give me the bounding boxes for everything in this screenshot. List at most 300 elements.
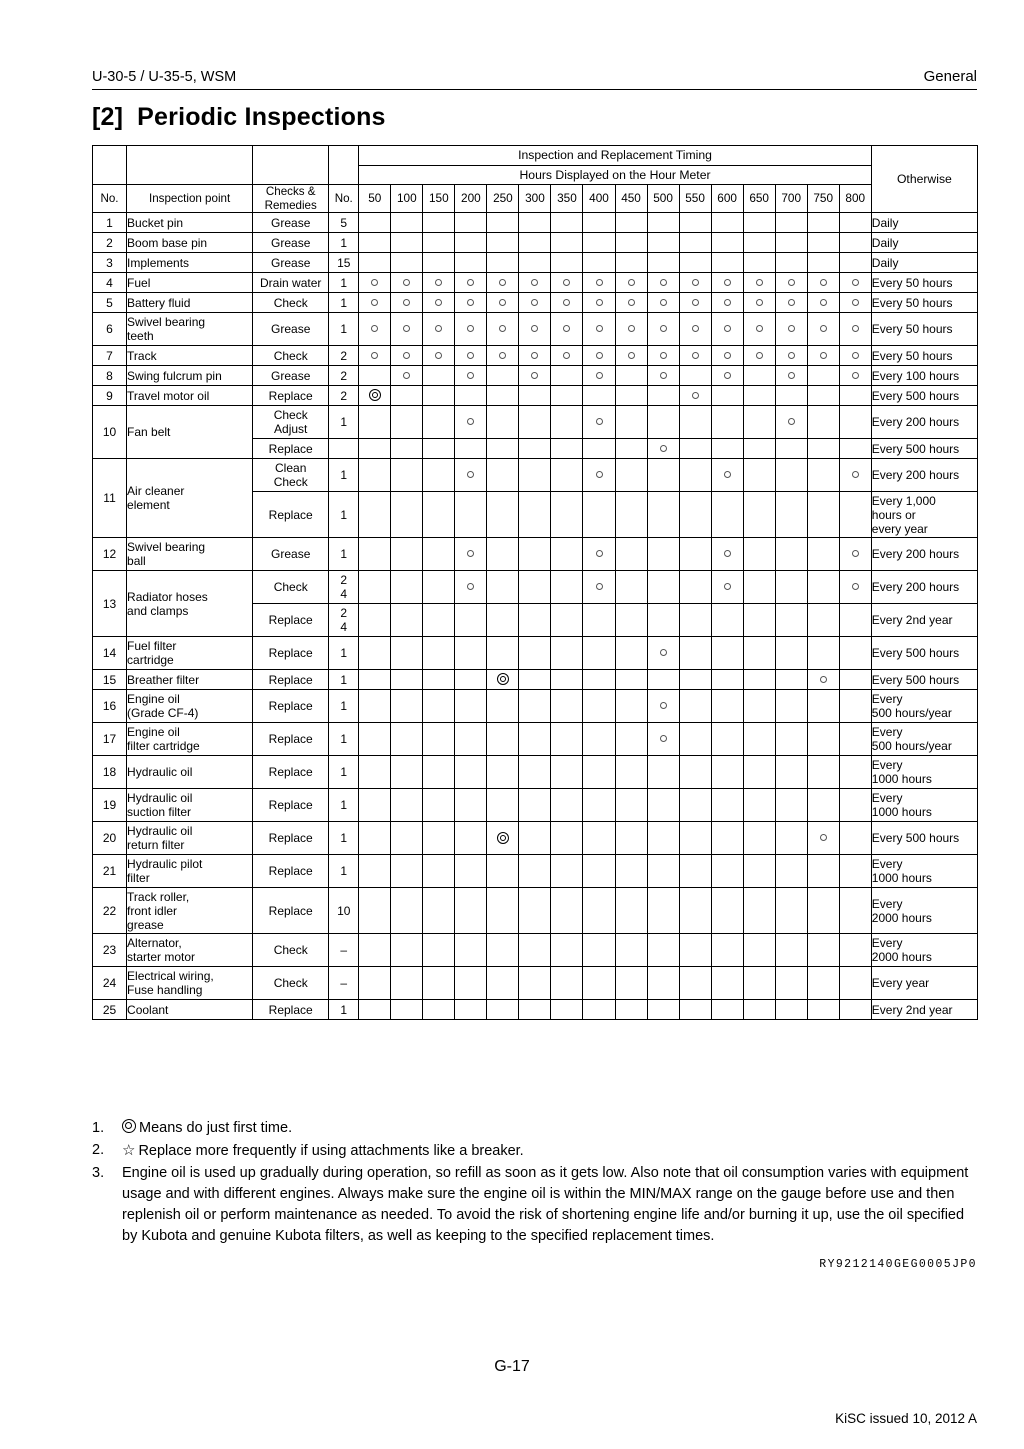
timing-cell-250 — [487, 346, 519, 366]
circle-mark-icon — [596, 372, 603, 379]
timing-cell-150 — [423, 604, 455, 637]
timing-cell-800 — [839, 934, 871, 967]
timing-cell-50 — [359, 756, 391, 789]
circle-mark-icon — [820, 299, 827, 306]
timing-cell-500 — [647, 934, 679, 967]
timing-cell-650 — [743, 571, 775, 604]
timing-cell-400 — [583, 366, 615, 386]
timing-cell-400 — [583, 492, 615, 538]
checks-remedies: Replace — [253, 723, 329, 756]
timing-cell-300 — [519, 670, 551, 690]
circle-mark-icon — [852, 583, 859, 590]
timing-cell-650 — [743, 492, 775, 538]
quantity: 1 — [329, 293, 359, 313]
timing-cell-100 — [391, 346, 423, 366]
double-circle-mark-icon — [369, 389, 381, 401]
note-item — [92, 1140, 982, 1162]
timing-cell-300 — [519, 492, 551, 538]
timing-cell-200 — [455, 822, 487, 855]
timing-cell-450 — [615, 293, 647, 313]
quantity: 1 — [329, 855, 359, 888]
timing-cell-250 — [487, 670, 519, 690]
timing-cell-750 — [807, 439, 839, 459]
table-row — [93, 571, 978, 604]
row-number: 1 — [93, 213, 127, 233]
quantity: 1 — [329, 723, 359, 756]
timing-cell-400 — [583, 888, 615, 934]
checks-remedies: Replace — [253, 439, 329, 459]
note-text: ☆ Replace more frequently if using attachments like a breaker. — [122, 1142, 524, 1160]
timing-cell-250 — [487, 386, 519, 406]
timing-cell-300 — [519, 273, 551, 293]
circle-mark-icon — [531, 279, 538, 286]
timing-cell-350 — [551, 723, 583, 756]
timing-cell-400 — [583, 538, 615, 571]
circle-mark-icon — [724, 325, 731, 332]
table-row — [93, 538, 978, 571]
quantity: 1 — [329, 459, 359, 492]
timing-cell-200 — [455, 213, 487, 233]
timing-cell-300 — [519, 822, 551, 855]
otherwise-interval — [871, 756, 977, 789]
running-head — [92, 68, 977, 90]
circle-mark-icon — [499, 325, 506, 332]
timing-cell-500 — [647, 723, 679, 756]
timing-cell-750 — [807, 1000, 839, 1020]
table-row — [93, 366, 978, 386]
circle-mark-icon — [596, 583, 603, 590]
timing-cell-250 — [487, 822, 519, 855]
timing-cell-750 — [807, 967, 839, 1000]
timing-cell-350 — [551, 459, 583, 492]
timing-cell-400 — [583, 822, 615, 855]
inspection-point-line1: Track roller, — [127, 889, 190, 904]
timing-cell-500 — [647, 1000, 679, 1020]
inspection-point: Battery fluid — [127, 293, 253, 313]
timing-cell-700 — [775, 888, 807, 934]
row-number: 13 — [93, 571, 127, 637]
timing-cell-200 — [455, 253, 487, 273]
inspection-point — [127, 313, 253, 346]
circle-mark-icon — [692, 392, 699, 399]
timing-cell-600 — [711, 293, 743, 313]
checks-remedies: Drain water — [253, 273, 329, 293]
table-row — [93, 253, 978, 273]
timing-cell-150 — [423, 273, 455, 293]
otherwise-interval-line2: 1000 hours — [871, 805, 932, 820]
table-row — [93, 637, 978, 670]
timing-cell-800 — [839, 213, 871, 233]
inspection-point — [127, 888, 253, 934]
timing-cell-250 — [487, 1000, 519, 1020]
checks-remedies: Check — [253, 293, 329, 313]
checks-remedies: Replace — [253, 690, 329, 723]
timing-cell-200 — [455, 386, 487, 406]
timing-cell-150 — [423, 406, 455, 439]
timing-cell-800 — [839, 888, 871, 934]
timing-cell-400 — [583, 253, 615, 273]
otherwise-interval: Every 50 hours — [871, 346, 977, 366]
timing-cell-800 — [839, 273, 871, 293]
circle-mark-icon — [692, 325, 699, 332]
timing-cell-700 — [775, 253, 807, 273]
checks-remedies: Check — [253, 934, 329, 967]
circle-mark-icon — [852, 299, 859, 306]
checks-remedies: Replace — [253, 789, 329, 822]
timing-cell-500 — [647, 366, 679, 386]
timing-cell-50 — [359, 789, 391, 822]
timing-cell-450 — [615, 690, 647, 723]
timing-cell-100 — [391, 406, 423, 439]
timing-cell-250 — [487, 789, 519, 822]
timing-cell-350 — [551, 386, 583, 406]
note-text: Means do just first time. — [122, 1118, 982, 1139]
checks-remedies — [253, 406, 329, 439]
timing-cell-600 — [711, 855, 743, 888]
quantity: 2 — [329, 346, 359, 366]
timing-cell-300 — [519, 1000, 551, 1020]
timing-cell-600 — [711, 723, 743, 756]
timing-cell-100 — [391, 934, 423, 967]
timing-cell-400 — [583, 346, 615, 366]
otherwise-interval-line1: Every — [871, 725, 903, 740]
inspection-point-line2: (Grade CF-4) — [127, 706, 199, 721]
timing-cell-800 — [839, 571, 871, 604]
timing-cell-550 — [679, 604, 711, 637]
timing-cell-300 — [519, 459, 551, 492]
circle-mark-icon — [467, 352, 474, 359]
timing-cell-450 — [615, 273, 647, 293]
timing-cell-600 — [711, 571, 743, 604]
inspection-point: Boom base pin — [127, 233, 253, 253]
inspection-point-line1: Alternator, — [127, 936, 182, 951]
otherwise-interval-line2: 2000 hours — [871, 950, 932, 965]
timing-cell-500 — [647, 293, 679, 313]
head-hour-150: 150 — [423, 185, 455, 213]
timing-cell-500 — [647, 538, 679, 571]
circle-mark-icon — [371, 325, 378, 332]
timing-cell-200 — [455, 934, 487, 967]
inspection-point — [127, 934, 253, 967]
timing-cell-150 — [423, 313, 455, 346]
timing-cell-100 — [391, 439, 423, 459]
timing-cell-150 — [423, 386, 455, 406]
head-hour-800: 800 — [839, 185, 871, 213]
circle-mark-icon — [531, 299, 538, 306]
timing-cell-800 — [839, 967, 871, 1000]
timing-cell-450 — [615, 670, 647, 690]
timing-cell-650 — [743, 637, 775, 670]
inspection-point — [127, 967, 253, 1000]
otherwise-interval-line2: 1000 hours — [871, 871, 932, 886]
timing-cell-250 — [487, 293, 519, 313]
timing-cell-250 — [487, 366, 519, 386]
circle-mark-icon — [596, 279, 603, 286]
page-number: G-17 — [494, 1358, 530, 1375]
timing-cell-700 — [775, 723, 807, 756]
timing-cell-300 — [519, 967, 551, 1000]
timing-cell-200 — [455, 273, 487, 293]
timing-cell-400 — [583, 571, 615, 604]
timing-cell-200 — [455, 604, 487, 637]
timing-cell-650 — [743, 789, 775, 822]
timing-cell-200 — [455, 756, 487, 789]
timing-cell-150 — [423, 492, 455, 538]
timing-cell-400 — [583, 967, 615, 1000]
quantity: – — [329, 967, 359, 1000]
circle-mark-icon — [756, 352, 763, 359]
timing-cell-300 — [519, 855, 551, 888]
timing-cell-500 — [647, 604, 679, 637]
circle-mark-icon — [724, 550, 731, 557]
timing-cell-50 — [359, 690, 391, 723]
timing-cell-550 — [679, 756, 711, 789]
head-hour-50: 50 — [359, 185, 391, 213]
timing-cell-400 — [583, 1000, 615, 1020]
circle-mark-icon — [596, 471, 603, 478]
head-hour-250: 250 — [487, 185, 519, 213]
timing-cell-350 — [551, 571, 583, 604]
timing-cell-250 — [487, 604, 519, 637]
timing-cell-450 — [615, 822, 647, 855]
otherwise-interval: Daily — [871, 253, 977, 273]
otherwise-interval: Every 500 hours — [871, 822, 977, 855]
timing-cell-800 — [839, 366, 871, 386]
timing-cell-650 — [743, 313, 775, 346]
row-number: 9 — [93, 386, 127, 406]
timing-cell-100 — [391, 253, 423, 273]
timing-cell-800 — [839, 637, 871, 670]
timing-cell-100 — [391, 756, 423, 789]
timing-cell-150 — [423, 670, 455, 690]
timing-cell-300 — [519, 604, 551, 637]
double-circle-mark-icon — [497, 673, 509, 685]
timing-cell-100 — [391, 670, 423, 690]
checks-remedies: Check — [253, 967, 329, 1000]
row-number: 24 — [93, 967, 127, 1000]
otherwise-interval: Every 500 hours — [871, 670, 977, 690]
timing-cell-50 — [359, 1000, 391, 1020]
timing-cell-150 — [423, 888, 455, 934]
inspection-point-line2: filter — [127, 871, 150, 886]
circle-mark-icon — [788, 418, 795, 425]
timing-cell-750 — [807, 571, 839, 604]
quantity: 1 — [329, 822, 359, 855]
timing-cell-200 — [455, 406, 487, 439]
circle-mark-icon — [660, 325, 667, 332]
inspection-point: Hydraulic oil — [127, 756, 253, 789]
timing-cell-600 — [711, 789, 743, 822]
timing-cell-650 — [743, 967, 775, 1000]
checks-remedies: Check — [253, 346, 329, 366]
circle-mark-icon — [467, 471, 474, 478]
timing-cell-800 — [839, 293, 871, 313]
circle-mark-icon — [467, 279, 474, 286]
circle-mark-icon — [660, 372, 667, 379]
timing-cell-50 — [359, 822, 391, 855]
inspection-point-line2: Fuse handling — [127, 983, 203, 998]
periodic-inspection-table — [92, 145, 978, 1020]
timing-cell-750 — [807, 934, 839, 967]
checks-remedies: Check — [253, 571, 329, 604]
section-title-text: Periodic Inspections — [137, 103, 386, 131]
timing-cell-100 — [391, 888, 423, 934]
circle-mark-icon — [499, 279, 506, 286]
circle-mark-icon — [788, 372, 795, 379]
checks-remedies: Grease — [253, 253, 329, 273]
timing-cell-350 — [551, 293, 583, 313]
timing-cell-450 — [615, 967, 647, 1000]
head-hour-600: 600 — [711, 185, 743, 213]
timing-cell-150 — [423, 253, 455, 273]
circle-mark-icon — [467, 550, 474, 557]
row-number: 17 — [93, 723, 127, 756]
circle-mark-icon — [563, 279, 570, 286]
circle-mark-icon — [852, 550, 859, 557]
circle-mark-icon — [756, 325, 763, 332]
timing-cell-550 — [679, 538, 711, 571]
table-row — [93, 756, 978, 789]
timing-cell-650 — [743, 386, 775, 406]
timing-cell-300 — [519, 253, 551, 273]
timing-cell-700 — [775, 822, 807, 855]
timing-cell-800 — [839, 386, 871, 406]
checks-remedies: Grease — [253, 366, 329, 386]
timing-cell-150 — [423, 538, 455, 571]
circle-mark-icon — [403, 372, 410, 379]
circle-mark-icon — [660, 299, 667, 306]
timing-cell-250 — [487, 492, 519, 538]
head-hour-750: 750 — [807, 185, 839, 213]
timing-cell-50 — [359, 293, 391, 313]
timing-cell-550 — [679, 822, 711, 855]
timing-cell-650 — [743, 213, 775, 233]
timing-cell-250 — [487, 723, 519, 756]
timing-cell-300 — [519, 934, 551, 967]
timing-cell-50 — [359, 459, 391, 492]
table-row — [93, 273, 978, 293]
timing-cell-600 — [711, 538, 743, 571]
otherwise-interval-line3: every year — [871, 521, 928, 536]
timing-cell-800 — [839, 233, 871, 253]
inspection-point — [127, 571, 253, 637]
table-head-row-cols — [93, 185, 978, 213]
timing-cell-250 — [487, 637, 519, 670]
timing-cell-400 — [583, 637, 615, 670]
timing-cell-250 — [487, 967, 519, 1000]
timing-cell-800 — [839, 855, 871, 888]
timing-cell-700 — [775, 571, 807, 604]
timing-cell-50 — [359, 346, 391, 366]
timing-cell-600 — [711, 313, 743, 346]
head-hour-400: 400 — [583, 185, 615, 213]
timing-cell-300 — [519, 690, 551, 723]
circle-mark-icon — [660, 352, 667, 359]
timing-cell-600 — [711, 439, 743, 459]
otherwise-interval — [871, 690, 977, 723]
circle-mark-icon — [403, 299, 410, 306]
timing-cell-600 — [711, 406, 743, 439]
timing-cell-500 — [647, 855, 679, 888]
timing-cell-250 — [487, 934, 519, 967]
inspection-point: Breather filter — [127, 670, 253, 690]
timing-cell-450 — [615, 233, 647, 253]
timing-cell-300 — [519, 571, 551, 604]
circle-mark-icon — [467, 583, 474, 590]
head-hour-650: 650 — [743, 185, 775, 213]
timing-cell-100 — [391, 538, 423, 571]
timing-cell-400 — [583, 604, 615, 637]
head-hour-700: 700 — [775, 185, 807, 213]
head-col-checks-line1: Checks & — [265, 185, 316, 198]
timing-cell-600 — [711, 366, 743, 386]
head-otherwise: Otherwise — [871, 146, 977, 213]
timing-cell-200 — [455, 967, 487, 1000]
timing-cell-600 — [711, 1000, 743, 1020]
timing-cell-100 — [391, 233, 423, 253]
inspection-point: Coolant — [127, 1000, 253, 1020]
timing-cell-250 — [487, 253, 519, 273]
circle-mark-icon — [852, 279, 859, 286]
timing-cell-450 — [615, 855, 647, 888]
checks-remedies: Grease — [253, 233, 329, 253]
circle-mark-icon — [435, 279, 442, 286]
circle-mark-icon — [724, 583, 731, 590]
circle-mark-icon — [467, 418, 474, 425]
timing-cell-200 — [455, 538, 487, 571]
timing-cell-350 — [551, 492, 583, 538]
circle-mark-icon — [596, 325, 603, 332]
timing-cell-50 — [359, 604, 391, 637]
timing-cell-100 — [391, 293, 423, 313]
timing-cell-200 — [455, 670, 487, 690]
circle-mark-icon — [596, 299, 603, 306]
timing-cell-100 — [391, 690, 423, 723]
timing-cell-450 — [615, 313, 647, 346]
head-col-qty: No. — [329, 185, 359, 213]
timing-cell-700 — [775, 967, 807, 1000]
circle-mark-icon — [820, 834, 827, 841]
note-text: Engine oil is used up gradually during operation, so refill as soon as it gets low. Also note that oil consumption varies with equipment usage and with different engines. Always make sure the engine oil is within the MIN/MAX range on the gauge before use and then replenish oil or perform maintenance as needed. To avoid the risk of shortening engine life and/or burning it up, use the oil specified by Kubota and genuine Kubota filters, as well as keeping to the specified replacement times. — [122, 1165, 969, 1245]
timing-cell-550 — [679, 313, 711, 346]
quantity-line2: 4 — [340, 620, 348, 635]
circle-mark-icon — [820, 279, 827, 286]
timing-cell-250 — [487, 888, 519, 934]
timing-cell-650 — [743, 690, 775, 723]
timing-cell-800 — [839, 253, 871, 273]
timing-cell-450 — [615, 366, 647, 386]
otherwise-interval — [871, 723, 977, 756]
timing-cell-200 — [455, 855, 487, 888]
table-row — [93, 386, 978, 406]
timing-cell-650 — [743, 366, 775, 386]
row-number: 12 — [93, 538, 127, 571]
otherwise-interval — [871, 888, 977, 934]
otherwise-interval-line1: Every — [871, 936, 903, 951]
table-row — [93, 1000, 978, 1020]
row-number: 2 — [93, 233, 127, 253]
timing-cell-350 — [551, 637, 583, 670]
circle-mark-icon — [403, 352, 410, 359]
timing-cell-400 — [583, 273, 615, 293]
inspection-point: Track — [127, 346, 253, 366]
timing-cell-600 — [711, 822, 743, 855]
timing-cell-50 — [359, 406, 391, 439]
timing-cell-550 — [679, 1000, 711, 1020]
timing-cell-550 — [679, 492, 711, 538]
timing-cell-500 — [647, 273, 679, 293]
timing-cell-400 — [583, 723, 615, 756]
